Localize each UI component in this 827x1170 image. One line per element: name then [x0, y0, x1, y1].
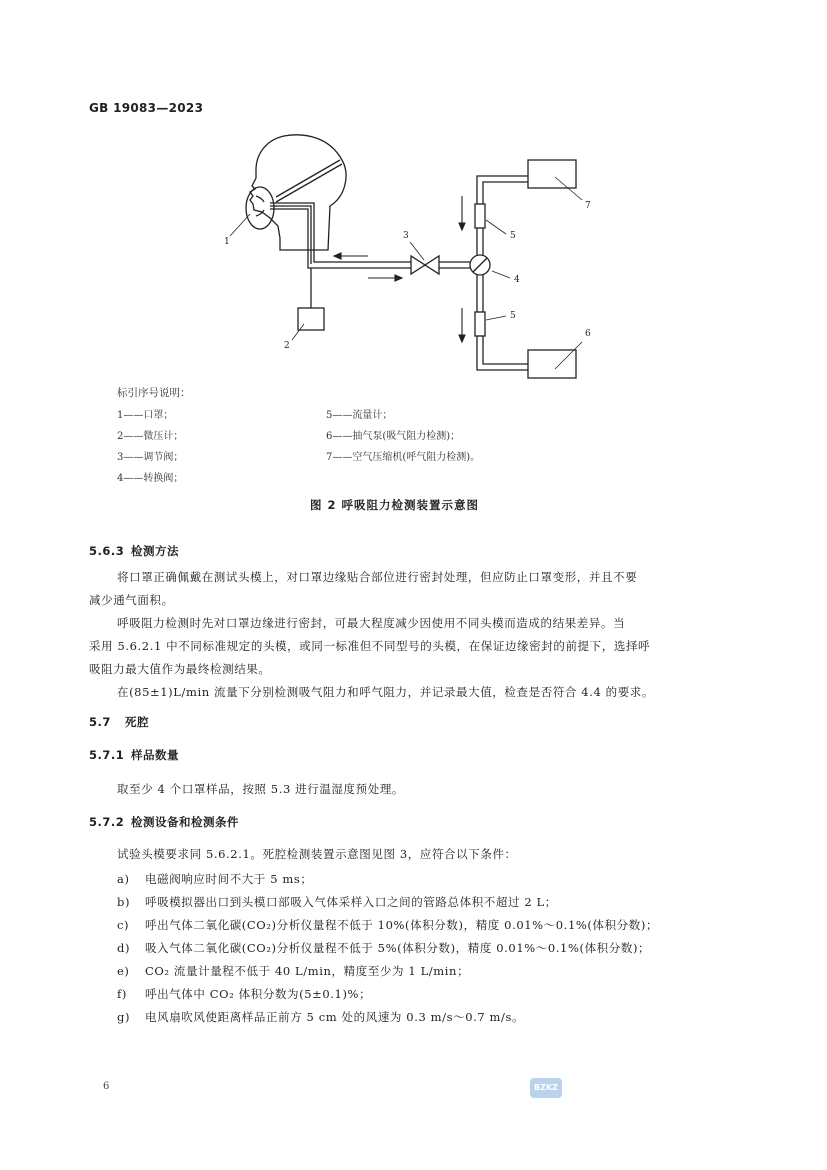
section-heading [89, 747, 179, 763]
section-title: 检测设备和检测条件 [131, 815, 239, 829]
paragraph-line: 将口罩正确佩戴在测试头模上，对口罩边缘贴合部位进行密封处理，但应防止口罩变形，并且不要 [117, 570, 638, 584]
callout-3: 3 [403, 231, 409, 241]
section-title: 检测方法 [131, 544, 179, 558]
list-item [117, 963, 469, 979]
head-outline [250, 135, 346, 250]
section-number: 5.7.1 [89, 748, 125, 762]
legend-item: 2——微压计； [117, 431, 184, 442]
legend-item: 5——流量计； [326, 410, 393, 421]
standard-number: GB 19083—2023 [89, 101, 204, 115]
legend-item: 4——转换阀； [117, 473, 184, 484]
paragraph-line: 呼吸阻力检测时先对口罩边缘进行密封，可最大程度减少因使用不同头模而造成的结果差异。当 [117, 616, 626, 630]
list-item [117, 894, 557, 910]
legend-item: 3——调节阀； [117, 452, 184, 463]
list-item [117, 917, 658, 933]
callout-2: 2 [284, 341, 290, 351]
callout-6: 6 [585, 329, 591, 339]
list-text: 电风扇吹风使距离样品正前方 5 cm 处的风速为 0.3 m/s～0.7 m/s。 [145, 1010, 525, 1024]
list-text: 电磁阀响应时间不大于 5 ms； [145, 872, 313, 886]
list-marker: b) [117, 895, 131, 909]
list-item [117, 940, 650, 956]
paragraph-line: 减少通气面积。 [89, 593, 174, 607]
callout-7: 7 [585, 201, 591, 211]
paragraph-line: 在(85±1)L/min 流量下分别检测吸气阻力和呼气阻力，并记录最大值，检查是否符合 4.4 的要求。 [117, 685, 655, 699]
flowmeter-lower [475, 312, 485, 336]
list-marker: f) [117, 987, 127, 1001]
list-marker: d) [117, 941, 131, 955]
section-heading [89, 814, 239, 830]
callout-5-lower: 5 [510, 311, 516, 321]
breathing-resistance-apparatus-diagram [210, 128, 610, 388]
list-item [117, 1009, 524, 1025]
callout-4: 4 [514, 275, 520, 285]
legend-item: 6——抽气泵(吸气阻力检测)； [326, 431, 461, 442]
list-marker: a) [117, 872, 130, 886]
list-text: 呼出气体二氧化碳(CO₂)分析仪量程不低于 10%(体积分数)，精度 0.01%～0.1%(体积分数)； [145, 918, 659, 932]
page-number: 6 [103, 1081, 110, 1092]
publisher-logo: BZKZ [530, 1078, 562, 1098]
list-text: 呼吸模拟器出口到头模口部吸入气体采样入口之间的管路总体积不超过 2 L； [145, 895, 557, 909]
figure-caption: 图 2 呼吸阻力检测装置示意图 [310, 498, 480, 512]
list-text: 吸入气体二氧化碳(CO₂)分析仪量程不低于 5%(体积分数)，精度 0.01%～0.1%(体积分数)； [145, 941, 651, 955]
list-marker: g) [117, 1010, 131, 1024]
section-number: 5.7 [89, 715, 111, 729]
section-title: 死腔 [125, 715, 149, 729]
legend-title: 标引序号说明： [117, 387, 191, 399]
legend-item: 1——口罩； [117, 410, 174, 421]
suction-pump [528, 350, 576, 378]
callout-1: 1 [224, 237, 230, 247]
mask [246, 187, 274, 229]
section-number: 5.7.2 [89, 815, 125, 829]
list-item [117, 871, 313, 887]
paragraph-line: 采用 5.6.2.1 中不同标准规定的头模，或同一标准但不同型号的头模，在保证边缘密封的前提下，选择呼 [89, 639, 651, 653]
air-compressor [528, 160, 576, 188]
section-title: 样品数量 [131, 748, 179, 762]
list-text: 呼出气体中 CO₂ 体积分数为(5±0.1)%； [145, 987, 372, 1001]
list-text: CO₂ 流量计量程不低于 40 L/min，精度至少为 1 L/min； [145, 964, 470, 978]
section-number: 5.6.3 [89, 544, 125, 558]
legend-item: 7——空气压缩机(呼气阻力检测)。 [326, 452, 481, 463]
callout-5-upper: 5 [510, 231, 516, 241]
flowmeter-upper [475, 204, 485, 228]
list-marker: c) [117, 918, 130, 932]
list-marker: e) [117, 964, 130, 978]
section-heading [89, 543, 179, 559]
paragraph-line: 吸阻力最大值作为最终检测结果。 [89, 662, 271, 676]
paragraph-line: 取至少 4 个口罩样品，按照 5.3 进行温湿度预处理。 [117, 782, 405, 796]
list-item [117, 986, 371, 1002]
regulating-valve [411, 256, 439, 274]
paragraph-line: 试验头模要求同 5.6.2.1。死腔检测装置示意图见图 3，应符合以下条件： [117, 847, 517, 861]
section-heading [89, 714, 149, 730]
